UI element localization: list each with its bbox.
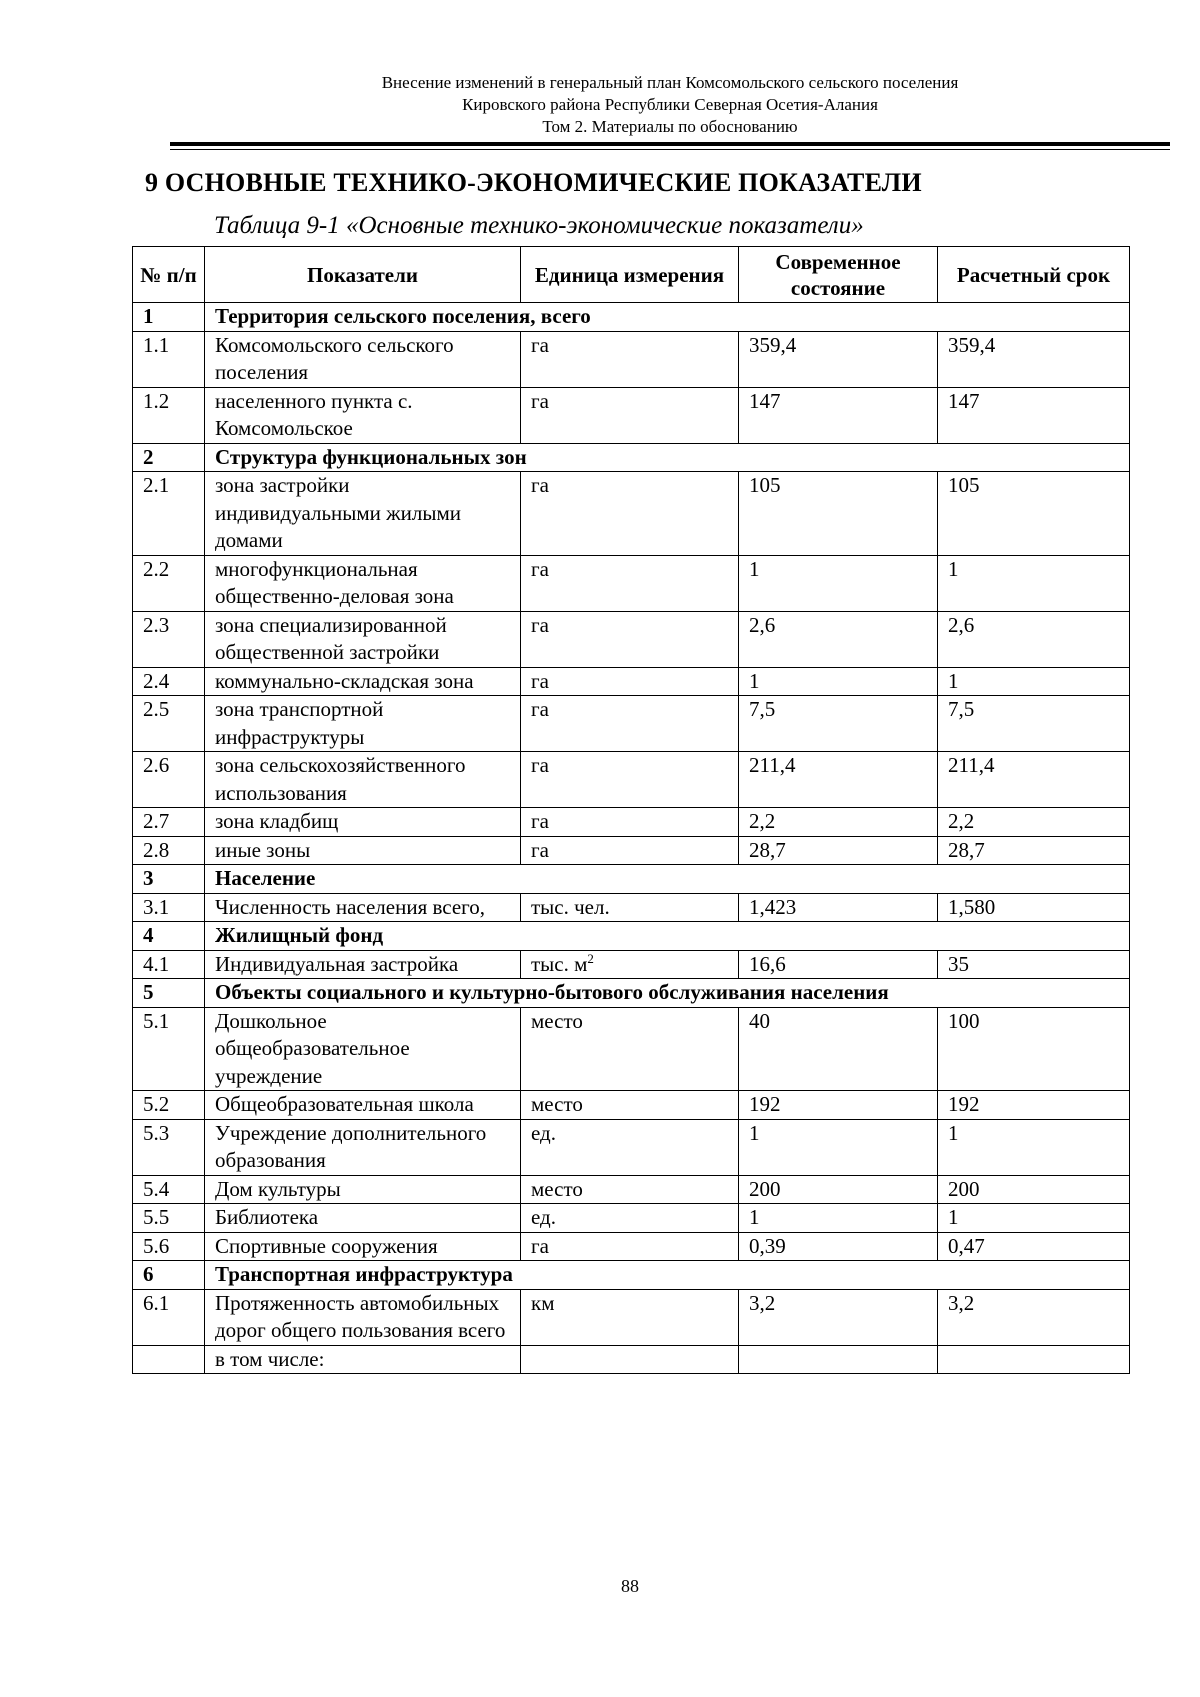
- row-num: 2.6: [133, 752, 205, 808]
- table-row: [133, 555, 1130, 611]
- row-num: 5.5: [133, 1204, 205, 1233]
- table-row: [133, 696, 1130, 752]
- row-num: 6: [133, 1261, 205, 1290]
- row-indicator: Учреждение дополнительного образования: [205, 1119, 521, 1175]
- table-row: [133, 611, 1130, 667]
- table-section-row: [133, 865, 1130, 894]
- row-num: 2.7: [133, 808, 205, 837]
- row-indicator: Библиотека: [205, 1204, 521, 1233]
- row-num: 3.1: [133, 893, 205, 922]
- row-indicator: зона сельскохозяйственного использования: [205, 752, 521, 808]
- page-number: 88: [621, 1576, 639, 1596]
- table-header-row: [133, 247, 1130, 303]
- table-row: [133, 752, 1130, 808]
- table-row: [133, 808, 1130, 837]
- row-indicator: коммунально-складская зона: [205, 667, 521, 696]
- row-planned-value: 192: [938, 1091, 1130, 1120]
- table-row: [133, 1175, 1130, 1204]
- row-unit: тыс. чел.: [521, 893, 739, 922]
- section-heading: Объекты социального и культурно-бытового обслуживания населения: [205, 979, 1130, 1008]
- row-indicator: зона транспортной инфраструктуры: [205, 696, 521, 752]
- row-unit: место: [521, 1007, 739, 1091]
- table-row: [133, 472, 1130, 556]
- row-planned-value: 1: [938, 667, 1130, 696]
- row-current-value: 211,4: [739, 752, 938, 808]
- row-indicator: Индивидуальная застройка: [205, 950, 521, 979]
- col-header-unit: Единица измерения: [521, 247, 739, 303]
- row-num: 6.1: [133, 1289, 205, 1345]
- row-indicator: в том числе:: [205, 1345, 521, 1374]
- row-current-value: 192: [739, 1091, 938, 1120]
- header-rule-thick: [170, 142, 1170, 146]
- row-current-value: 147: [739, 387, 938, 443]
- section-heading: Население: [205, 865, 1130, 894]
- row-planned-value: 28,7: [938, 836, 1130, 865]
- row-unit: га: [521, 696, 739, 752]
- table-row: [133, 1119, 1130, 1175]
- row-indicator: Дошкольное общеобразовательное учреждение: [205, 1007, 521, 1091]
- row-num: 2.5: [133, 696, 205, 752]
- row-planned-value: 1: [938, 555, 1130, 611]
- row-unit: место: [521, 1175, 739, 1204]
- row-num: 1.2: [133, 387, 205, 443]
- row-unit: ед.: [521, 1119, 739, 1175]
- row-num: 2.2: [133, 555, 205, 611]
- row-unit: га: [521, 331, 739, 387]
- row-planned-value: 35: [938, 950, 1130, 979]
- row-planned-value: 3,2: [938, 1289, 1130, 1345]
- row-planned-value: 100: [938, 1007, 1130, 1091]
- row-unit: ед.: [521, 1204, 739, 1233]
- row-num: 2.8: [133, 836, 205, 865]
- row-current-value: 0,39: [739, 1232, 938, 1261]
- row-planned-value: 2,2: [938, 808, 1130, 837]
- row-current-value: 1: [739, 667, 938, 696]
- table-row: [133, 387, 1130, 443]
- table-section-row: [133, 1261, 1130, 1290]
- col-header-num: № п/п: [133, 247, 205, 303]
- row-current-value: 2,2: [739, 808, 938, 837]
- table-row: [133, 950, 1130, 979]
- row-unit: место: [521, 1091, 739, 1120]
- row-current-value: 28,7: [739, 836, 938, 865]
- row-current-value: [739, 1345, 938, 1374]
- row-indicator: Дом культуры: [205, 1175, 521, 1204]
- row-indicator: иные зоны: [205, 836, 521, 865]
- row-indicator: зона кладбищ: [205, 808, 521, 837]
- row-current-value: 1,423: [739, 893, 938, 922]
- row-current-value: 105: [739, 472, 938, 556]
- table-row: [133, 836, 1130, 865]
- row-num: 5.6: [133, 1232, 205, 1261]
- row-planned-value: 0,47: [938, 1232, 1130, 1261]
- row-current-value: 7,5: [739, 696, 938, 752]
- row-current-value: 1: [739, 1204, 938, 1233]
- row-planned-value: [938, 1345, 1130, 1374]
- row-num: [133, 1345, 205, 1374]
- indicators-table: [132, 246, 1130, 1374]
- row-unit: га: [521, 472, 739, 556]
- row-indicator: многофункциональная общественно-деловая зона: [205, 555, 521, 611]
- col-header-indicator: Показатели: [205, 247, 521, 303]
- row-unit: га: [521, 836, 739, 865]
- row-current-value: 1: [739, 555, 938, 611]
- table-caption: Таблица 9-1 «Основные технико-экономические показатели»: [214, 212, 864, 239]
- row-indicator: Спортивные сооружения: [205, 1232, 521, 1261]
- table-row: [133, 1345, 1130, 1374]
- row-current-value: 2,6: [739, 611, 938, 667]
- row-num: 4: [133, 922, 205, 951]
- table-section-row: [133, 922, 1130, 951]
- row-planned-value: 1,580: [938, 893, 1130, 922]
- col-header-planned: Расчетный срок: [938, 247, 1130, 303]
- row-indicator: Общеобразовательная школа: [205, 1091, 521, 1120]
- row-planned-value: 200: [938, 1175, 1130, 1204]
- row-num: 2.4: [133, 667, 205, 696]
- row-unit: га: [521, 1232, 739, 1261]
- row-unit: [521, 950, 739, 979]
- row-planned-value: 7,5: [938, 696, 1130, 752]
- row-current-value: 3,2: [739, 1289, 938, 1345]
- table-row: [133, 667, 1130, 696]
- row-current-value: 359,4: [739, 331, 938, 387]
- table-row: [133, 1232, 1130, 1261]
- row-num: 5.4: [133, 1175, 205, 1204]
- row-num: 5.3: [133, 1119, 205, 1175]
- header-rule-thin: [170, 149, 1170, 150]
- row-planned-value: 1: [938, 1204, 1130, 1233]
- row-current-value: 16,6: [739, 950, 938, 979]
- table-section-row: [133, 443, 1130, 472]
- row-num: 2.1: [133, 472, 205, 556]
- header-line-2: Кировского района Республики Северная Осетия-Алания: [462, 95, 878, 114]
- header-line-1: Внесение изменений в генеральный план Комсомольского сельского поселения: [381, 73, 959, 92]
- row-unit: [521, 1345, 739, 1374]
- row-current-value: 40: [739, 1007, 938, 1091]
- table-row: [133, 1289, 1130, 1345]
- table-body: [133, 303, 1130, 1374]
- section-heading: Территория сельского поселения, всего: [205, 303, 1130, 332]
- row-num: 1: [133, 303, 205, 332]
- row-indicator: Численность населения всего,: [205, 893, 521, 922]
- row-num: 4.1: [133, 950, 205, 979]
- header-line-3: Том 2. Материалы по обоснованию: [542, 117, 798, 136]
- section-heading: Жилищный фонд: [205, 922, 1130, 951]
- row-planned-value: 1: [938, 1119, 1130, 1175]
- unit-superscript: 2: [587, 950, 594, 966]
- row-current-value: 200: [739, 1175, 938, 1204]
- row-indicator: Комсомольского сельского поселения: [205, 331, 521, 387]
- row-planned-value: 359,4: [938, 331, 1130, 387]
- row-num: 1.1: [133, 331, 205, 387]
- row-planned-value: 211,4: [938, 752, 1130, 808]
- row-unit: га: [521, 611, 739, 667]
- section-heading: Структура функциональных зон: [205, 443, 1130, 472]
- row-num: 3: [133, 865, 205, 894]
- row-planned-value: 2,6: [938, 611, 1130, 667]
- table-row: [133, 893, 1130, 922]
- row-indicator: Протяженность автомобильных дорог общего пользования всего: [205, 1289, 521, 1345]
- row-planned-value: 105: [938, 472, 1130, 556]
- table-row: [133, 1091, 1130, 1120]
- row-unit: га: [521, 555, 739, 611]
- row-indicator: населенного пункта с. Комсомольское: [205, 387, 521, 443]
- row-planned-value: 147: [938, 387, 1130, 443]
- row-indicator: зона застройки индивидуальными жилыми домами: [205, 472, 521, 556]
- section-title: 9 ОСНОВНЫЕ ТЕХНИКО-ЭКОНОМИЧЕСКИЕ ПОКАЗАТЕЛИ: [145, 168, 922, 197]
- section-heading: Транспортная инфраструктура: [205, 1261, 1130, 1290]
- row-unit: га: [521, 808, 739, 837]
- row-num: 5: [133, 979, 205, 1008]
- table-section-row: [133, 303, 1130, 332]
- row-indicator: зона специализированной общественной застройки: [205, 611, 521, 667]
- row-unit: га: [521, 667, 739, 696]
- page-header: [170, 72, 1170, 138]
- row-num: 2.3: [133, 611, 205, 667]
- col-header-current: Современное состояние: [739, 247, 938, 303]
- table-row: [133, 1007, 1130, 1091]
- table-section-row: [133, 979, 1130, 1008]
- row-num: 2: [133, 443, 205, 472]
- table-row: [133, 1204, 1130, 1233]
- row-unit: га: [521, 387, 739, 443]
- row-num: 5.1: [133, 1007, 205, 1091]
- unit-text: тыс. м: [531, 951, 588, 976]
- row-unit: км: [521, 1289, 739, 1345]
- row-num: 5.2: [133, 1091, 205, 1120]
- row-unit: га: [521, 752, 739, 808]
- row-current-value: 1: [739, 1119, 938, 1175]
- table-row: [133, 331, 1130, 387]
